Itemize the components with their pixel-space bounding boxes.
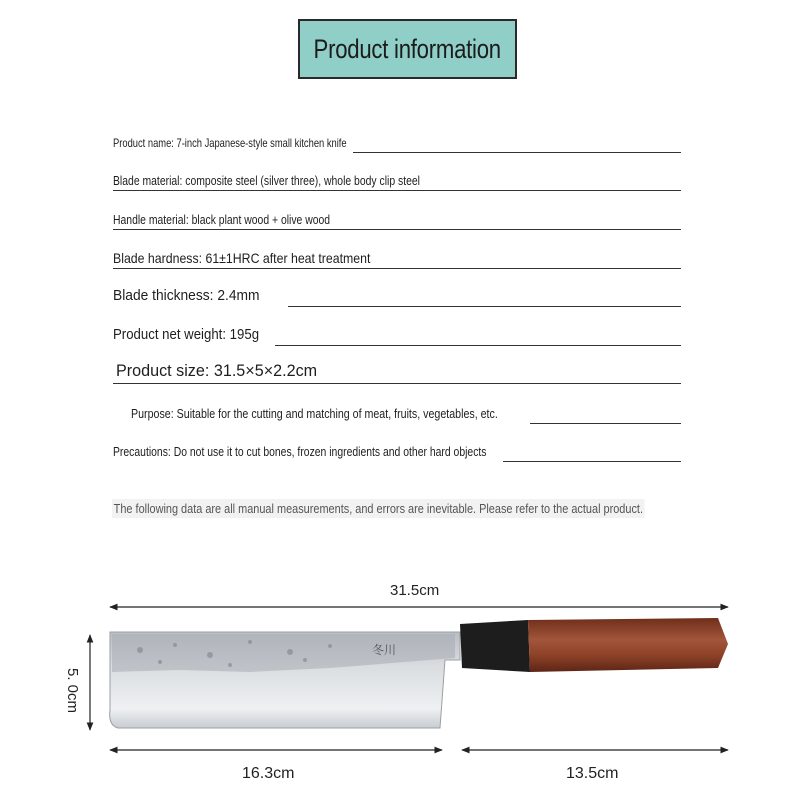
spec-label: Precautions: (113, 444, 171, 459)
underline (503, 461, 681, 462)
knife-handle (528, 618, 728, 672)
spec-label: Handle material: (113, 212, 189, 227)
blade-height-label: 5. 0cm (64, 667, 82, 714)
handle-length-label: 13.5cm (566, 765, 619, 782)
spec-value: 195g (229, 326, 260, 343)
spec-row-product-size (113, 362, 681, 384)
spec-label: Product net weight: (113, 326, 227, 343)
measurement-note: The following data are all manual measurements, and errors are inevitable. Please refer to the actual product. (113, 501, 643, 516)
spec-value: Do not use it to cut bones, frozen ingredients and other hard objects (173, 444, 487, 459)
spec-label: Product size: (116, 361, 210, 380)
spec-row-blade-material (113, 169, 681, 191)
spec-label: Blade thickness: (113, 287, 214, 304)
maker-mark: 冬川 (372, 643, 397, 657)
spec-value: Suitable for the cutting and matching of meat, fruits, vegetables, etc. (176, 406, 498, 421)
spec-row-net-weight (113, 324, 681, 346)
spec-value: black plant wood + olive wood (191, 212, 331, 227)
underline (530, 423, 681, 424)
underline (113, 383, 681, 384)
spec-label: Blade material: (113, 173, 183, 188)
spec-row-blade-hardness (113, 247, 681, 269)
underline (353, 152, 681, 153)
page-title: Product information (313, 33, 502, 64)
spec-row-handle-material (113, 208, 681, 230)
handle-ferrule (460, 620, 530, 672)
spec-value: composite steel (silver three), whole body clip steel (185, 173, 420, 188)
spec-value: 2.4mm (217, 287, 260, 304)
underline (113, 268, 681, 269)
spec-value: 31.5×5×2.2cm (213, 361, 318, 380)
spec-label: Purpose: (131, 406, 174, 421)
total-length-label: 31.5cm (390, 582, 440, 599)
underline (113, 190, 681, 191)
spec-value: 61±1HRC after heat treatment (205, 250, 371, 266)
title-box (298, 19, 517, 79)
blade-length-label: 16.3cm (242, 765, 295, 782)
spec-label: Product name: (113, 136, 174, 150)
underline (275, 345, 681, 346)
underline (288, 306, 681, 307)
spec-label: Blade hardness: (113, 250, 203, 266)
spec-value: 7-inch Japanese-style small kitchen knife (176, 136, 347, 150)
spec-row-purpose (113, 402, 681, 424)
spec-row-precautions (113, 440, 681, 462)
spec-row-product-name (113, 131, 681, 153)
underline (113, 229, 681, 230)
spec-row-blade-thickness (113, 285, 681, 307)
